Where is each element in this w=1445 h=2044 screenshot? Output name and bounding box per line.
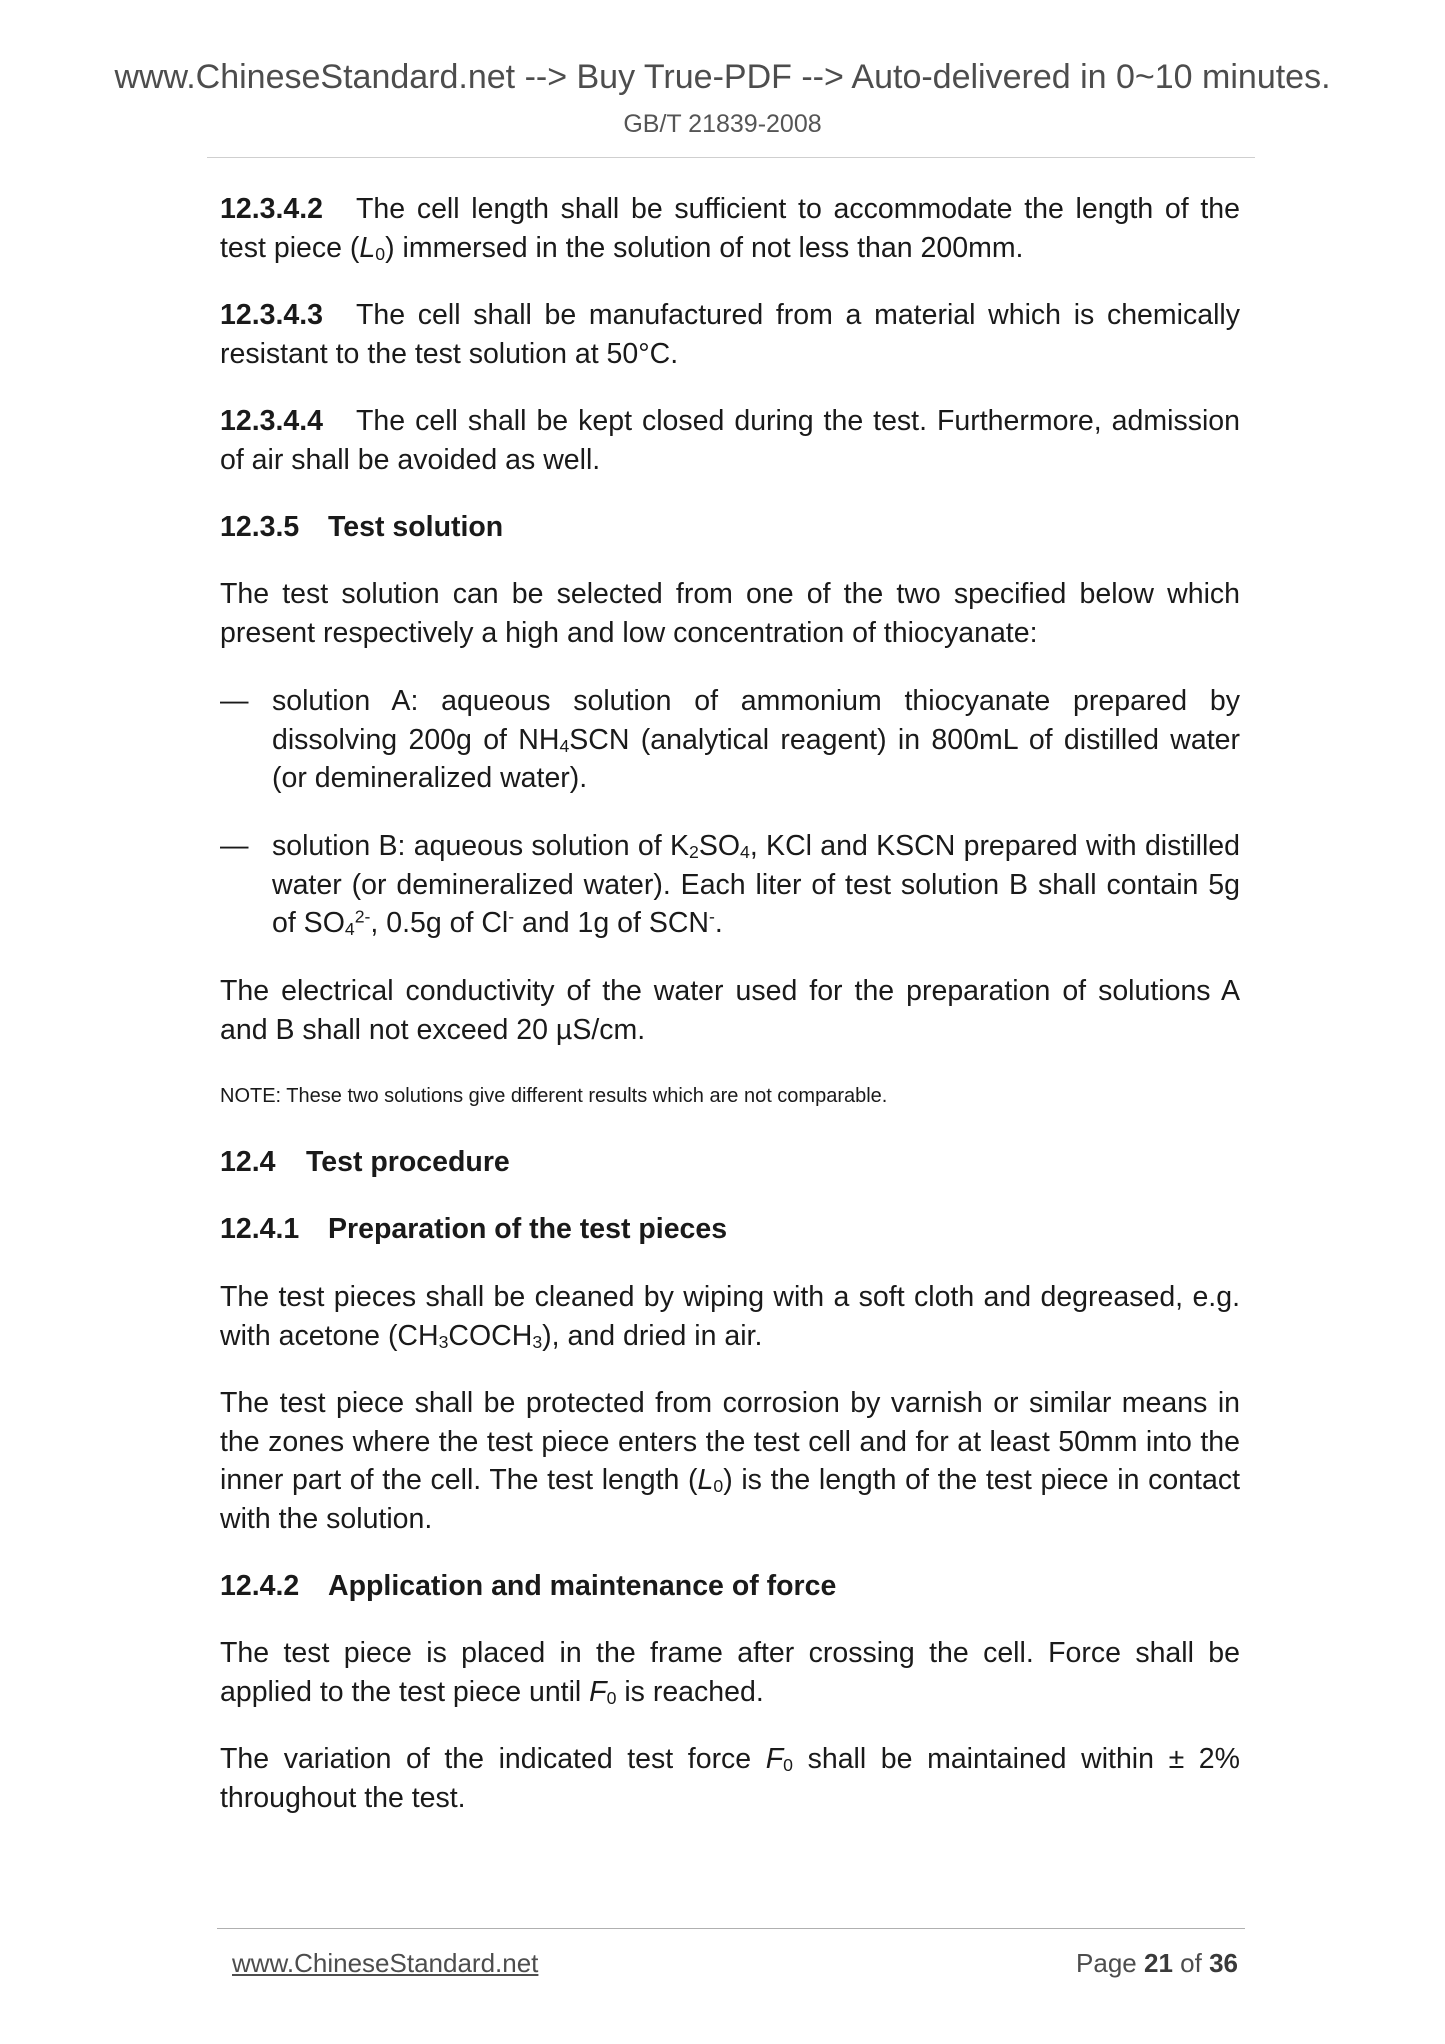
item-text: solution B: aqueous solution of K — [272, 830, 689, 862]
section-heading-12-4-1 — [220, 1210, 727, 1249]
para-text: is reached. — [616, 1675, 764, 1708]
para-text: ), and dried in air. — [542, 1319, 763, 1352]
item-text: SCN (analytical reagent) in 800mL of distilled water (or demineralized water). — [272, 723, 1240, 794]
footer-site-link[interactable]: www.ChineseStandard.net — [232, 1948, 539, 1978]
solution-b-item — [272, 827, 1240, 943]
clause-text: The cell shall be kept closed during the test. Furthermore, admission of air shall be avoided as well. — [220, 405, 1240, 476]
para-text: The test piece is placed in the frame after crossing the cell. Force shall be applied to the test piece until — [220, 1637, 1240, 1708]
cleaning-paragraph — [220, 1278, 1240, 1355]
site-banner[interactable]: www.ChineseStandard.net --> Buy True-PDF --> Auto-delivered in 0~10 minutes. — [114, 58, 1331, 96]
section-title: Application and maintenance of force — [328, 1570, 837, 1602]
section-title: Preparation of the test pieces — [328, 1213, 728, 1245]
section-heading-12-4 — [220, 1143, 510, 1182]
subscript: 0 — [375, 243, 386, 264]
symbol-L: L — [359, 231, 376, 264]
item-text: SO — [698, 830, 741, 862]
section-title: Test procedure — [306, 1146, 510, 1178]
para-text: ) is the length of the test piece in contact with the solution. — [220, 1464, 1240, 1535]
subscript: 3 — [438, 1331, 449, 1352]
page-current: 21 — [1144, 1948, 1173, 1978]
superscript: 2- — [354, 906, 371, 927]
page-indicator — [1076, 1948, 1238, 1979]
symbol-F: F — [765, 1743, 784, 1775]
clause-12-3-4-3 — [220, 296, 1240, 373]
para-text: COCH — [448, 1319, 533, 1352]
superscript: - — [709, 906, 715, 927]
force-variation-paragraph — [220, 1740, 1240, 1817]
page-total: 36 — [1209, 1948, 1238, 1978]
clause-12-3-4-2 — [220, 190, 1240, 267]
clause-text: The cell shall be manufactured from a material which is chemically resistant to the test solution at 50°C. — [220, 299, 1240, 370]
clause-12-3-4-4 — [220, 402, 1240, 479]
clause-text: The cell length shall be sufficient to accommodate the length of the test piece ( — [220, 193, 1240, 264]
test-solution-intro: The test solution can be selected from one of the two specified below which present respectively a high and low concentration of thiocyanate: — [220, 578, 1240, 649]
page-of: of — [1180, 1948, 1202, 1978]
clause-number: 12.3.4.3 — [220, 299, 324, 331]
section-heading-12-4-2 — [220, 1567, 836, 1606]
item-text: . — [714, 907, 723, 939]
protection-paragraph — [220, 1384, 1240, 1538]
section-title: Test solution — [328, 511, 504, 543]
subscript: 0 — [606, 1687, 617, 1708]
clause-text: ) immersed in the solution of not less than 200mm. — [385, 231, 1024, 264]
symbol-L: L — [697, 1464, 714, 1496]
item-text: , KCl and KSCN prepared with distilled water (or demineralized water). Each liter of test solution B shall contain 5g of SO — [272, 830, 1240, 939]
para-text: shall be maintained within ± 2% throughout the test. — [220, 1743, 1240, 1814]
para-text: The test pieces shall be cleaned by wiping with a soft cloth and degreased, e.g. with acetone (CH — [220, 1281, 1240, 1352]
item-text: , 0.5g of Cl — [370, 907, 509, 939]
section-number: 12.3.5 — [220, 511, 300, 543]
header-divider — [207, 157, 1255, 158]
subscript: 0 — [783, 1755, 793, 1776]
subscript: 4 — [740, 842, 750, 863]
section-number: 12.4.2 — [220, 1570, 300, 1602]
subscript: 4 — [559, 735, 570, 756]
clause-number: 12.3.4.4 — [220, 405, 324, 437]
subscript: 3 — [532, 1331, 543, 1352]
footer-divider — [217, 1928, 1245, 1929]
page-label: Page — [1076, 1948, 1137, 1978]
dash-bullet: — — [220, 685, 249, 717]
solution-a-item — [272, 682, 1240, 798]
force-application-paragraph — [220, 1634, 1240, 1711]
standard-number: GB/T 21839-2008 — [623, 110, 822, 138]
conductivity-paragraph: The electrical conductivity of the water used for the preparation of solutions A and B shall not exceed 20 µS/cm. — [220, 975, 1240, 1046]
subscript: 0 — [713, 1476, 724, 1497]
subscript: 4 — [344, 919, 355, 940]
para-text: The variation of the indicated test force — [220, 1743, 766, 1775]
section-heading-12-3-5 — [220, 508, 503, 547]
subscript: 2 — [689, 842, 699, 863]
clause-number: 12.3.4.2 — [220, 193, 324, 225]
note: NOTE: These two solutions give different results which are not comparable. — [220, 1085, 888, 1107]
para-text: The test piece shall be protected from corrosion by varnish or similar means in the zones where the test piece enters the test cell and for at least 50mm into the inner part of the cell. The test length ( — [220, 1387, 1240, 1496]
item-text: solution A: aqueous solution of ammonium thiocyanate prepared by dissolving 200g of NH — [272, 685, 1240, 756]
section-number: 12.4.1 — [220, 1213, 300, 1245]
section-number: 12.4 — [220, 1146, 276, 1178]
symbol-F: F — [589, 1675, 607, 1708]
dash-bullet: — — [220, 830, 249, 862]
superscript: - — [508, 906, 515, 927]
item-text: and 1g of SCN — [514, 907, 709, 939]
